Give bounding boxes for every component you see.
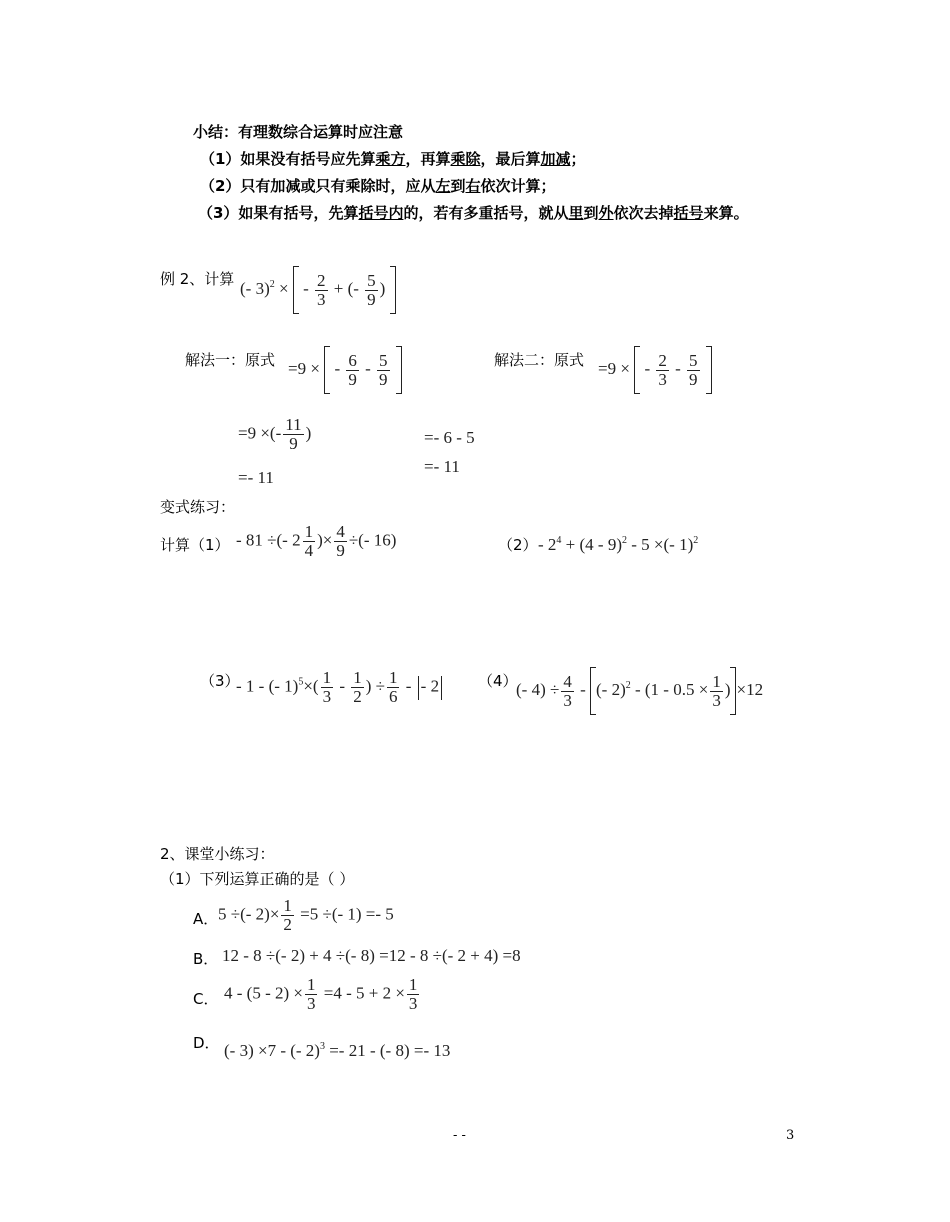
option-c-label: C．: [193, 990, 219, 1008]
variant-q4-label: （4）: [478, 672, 518, 690]
option-d-expression: (- 3) ×7 - (- 2)$^3$ =- 21 - (- 8) =- 13: [224, 1041, 451, 1060]
page-number: 3: [786, 1128, 795, 1143]
option-a-expression: 5 ÷(- 2)× $\frac{1}{2}$ =5 ÷(- 1) =- 5: [218, 896, 394, 934]
variant-q1-expression: - 81 ÷(- 2 $\frac{1}{4}$ )× $\frac{4}{9}$ ÷(- 16): [236, 522, 397, 560]
method2-label: 解法二：原式: [494, 351, 585, 369]
method1-step1: =9 × - $\frac{6}{9}$ - $\frac{5}{9}$: [288, 346, 402, 394]
option-d-label: D．: [193, 1034, 220, 1052]
method1-step2: =9 ×(- $\frac{11}{9}$ ): [238, 415, 312, 453]
variant-q3-label: （3）: [200, 672, 240, 690]
option-a-label: A．: [193, 910, 219, 928]
summary-rule-2: （2）只有加减或只有乘除时，应从左到右依次计算；: [200, 177, 556, 195]
method1-result: =- 11: [238, 468, 274, 487]
practice-q1: （1）下列运算正确的是（ ）: [160, 870, 355, 888]
variant-q2-label: （2）: [498, 536, 538, 554]
variant-label: 变式练习：: [160, 498, 236, 516]
variant-q2-expression: - $2^4 + (4 - 9)^2 - 5$ ×(- 1)$^2$: [538, 535, 699, 554]
example-expression: (- 3)$^2$ × - $\frac{2}{3}$ + (- $\frac{5}{9}$ ): [240, 266, 396, 314]
option-b-label: B．: [193, 950, 219, 968]
practice-label: 2、课堂小练习：: [160, 845, 275, 863]
example-label: 例 2、计算: [160, 270, 235, 288]
method2-result: =- 11: [424, 457, 460, 476]
variant-q4-expression: (- 4) ÷ $\frac{4}{3}$ - (- 2)$^2$ - (1 - 0.5 × $\frac{1}{3}$ ) ×12: [516, 667, 763, 715]
variant-q3-expression: - 1 - (- 1)$^5$×( $\frac{1}{3}$ - $\frac{1}{2}$ ) ÷ $\frac{1}{6}$ - - 2: [236, 669, 444, 706]
variant-q1-label: 计算（1）: [160, 536, 230, 554]
option-c-expression: 4 - (5 - 2) × $\frac{1}{3}$ =4 - 5 + 2 × $\frac{1}{3}$: [224, 975, 418, 1013]
summary-rule-1: （1）如果没有括号应先算乘方，再算乘除，最后算加减；: [200, 150, 586, 168]
summary-title: 小结：有理数综合运算时应注意: [193, 123, 404, 141]
option-b-expression: 12 - 8 ÷(- 2) + 4 ÷(- 8) =12 - 8 ÷(- 2 + 4) =8: [222, 946, 521, 965]
method2-step2: =- 6 - 5: [424, 428, 475, 447]
method2-step1: =9 × - $\frac{2}{3}$ - $\frac{5}{9}$: [598, 346, 712, 394]
method1-label: 解法一：原式: [185, 351, 276, 369]
footer-center: - -: [453, 1128, 466, 1143]
summary-rule-3: （3）如果有括号，先算括号内的，若有多重括号，就从里到外依次去掉括号来算。: [198, 204, 749, 222]
